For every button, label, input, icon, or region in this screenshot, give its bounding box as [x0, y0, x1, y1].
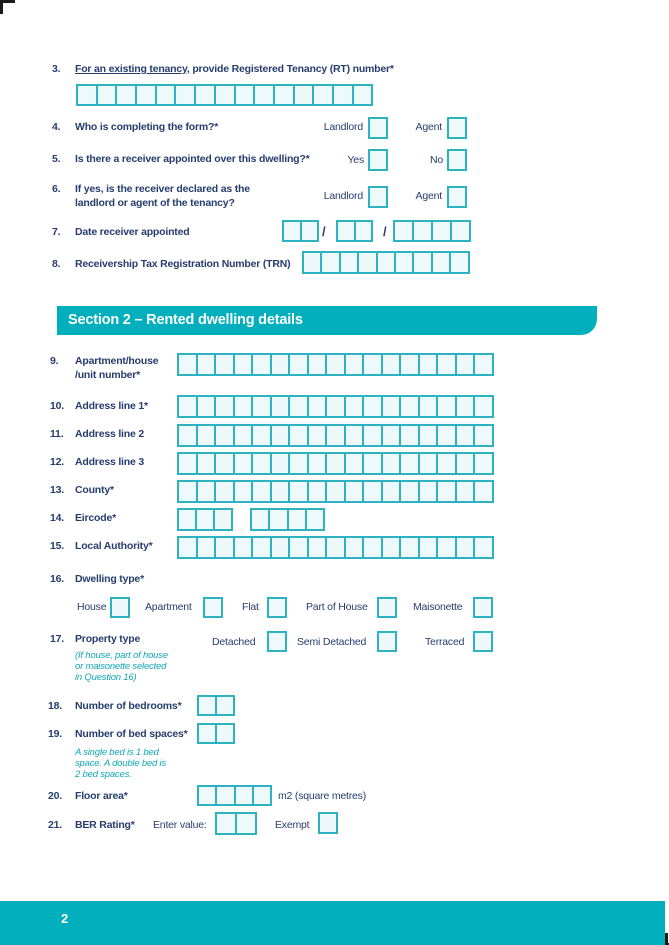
q17-number: 17.: [50, 633, 64, 645]
char-box[interactable]: [418, 536, 439, 559]
q12-number: 12.: [50, 456, 64, 468]
q8-label: Receivership Tax Registration Number (TRN): [75, 258, 291, 270]
char-box[interactable]: [399, 480, 420, 503]
char-box[interactable]: [251, 536, 272, 559]
char-box[interactable]: [381, 536, 402, 559]
date-month-boxes[interactable]: [336, 220, 373, 242]
char-box[interactable]: [455, 395, 476, 418]
char-box[interactable]: [399, 353, 420, 376]
char-box[interactable]: [418, 452, 439, 475]
char-box[interactable]: [399, 395, 420, 418]
eircode-boxes-group1[interactable]: [177, 508, 233, 531]
char-box[interactable]: [233, 536, 254, 559]
q21-exempt-checkbox[interactable]: [318, 812, 338, 834]
char-box[interactable]: [196, 536, 217, 559]
q11-number: 11.: [50, 428, 64, 440]
q3-label-underlined: For an existing tenancy,: [75, 63, 190, 75]
q18-number: 18.: [48, 700, 62, 712]
char-box[interactable]: [197, 785, 217, 806]
char-box[interactable]: [362, 480, 383, 503]
char-box[interactable]: [250, 508, 270, 531]
char-box[interactable]: [431, 220, 452, 242]
char-box[interactable]: [196, 424, 217, 447]
char-box[interactable]: [135, 84, 157, 106]
char-box[interactable]: [455, 452, 476, 475]
char-box[interactable]: [455, 353, 476, 376]
char-box[interactable]: [381, 395, 402, 418]
q4-agent-checkbox[interactable]: [447, 117, 467, 139]
char-box[interactable]: [155, 84, 177, 106]
char-box[interactable]: [307, 480, 328, 503]
char-box[interactable]: [214, 84, 236, 106]
char-box[interactable]: [325, 353, 346, 376]
page-number: 2: [61, 911, 69, 926]
char-box[interactable]: [96, 84, 118, 106]
char-box[interactable]: [214, 353, 235, 376]
char-box[interactable]: [418, 480, 439, 503]
char-box[interactable]: [436, 395, 457, 418]
eircode-boxes-group2[interactable]: [250, 508, 325, 531]
q9-label-line2: /unit number*: [75, 369, 141, 381]
q6-label-line1: If yes, is the receiver declared as the: [75, 183, 250, 195]
local-authority-boxes[interactable]: [177, 536, 494, 559]
char-box[interactable]: [449, 251, 469, 274]
char-box[interactable]: [234, 84, 256, 106]
char-box[interactable]: [270, 395, 291, 418]
q9-number: 9.: [50, 355, 59, 367]
date-day-boxes[interactable]: [282, 220, 319, 242]
char-box[interactable]: [253, 84, 275, 106]
char-box[interactable]: [288, 395, 309, 418]
unit-number-boxes[interactable]: [177, 353, 494, 376]
char-box[interactable]: [197, 695, 217, 716]
char-box[interactable]: [215, 695, 235, 716]
char-box[interactable]: [233, 424, 254, 447]
q16-label: Dwelling type*: [75, 573, 144, 585]
char-box[interactable]: [362, 424, 383, 447]
char-box[interactable]: [196, 452, 217, 475]
char-box[interactable]: [233, 452, 254, 475]
char-box[interactable]: [332, 84, 354, 106]
char-box[interactable]: [436, 452, 457, 475]
char-box[interactable]: [174, 84, 196, 106]
char-box[interactable]: [215, 812, 237, 835]
char-box[interactable]: [418, 353, 439, 376]
crop-mark-top-left-v: [0, 0, 3, 14]
q5-label: Is there a receiver appointed over this dwelling?*: [75, 153, 310, 165]
char-box[interactable]: [177, 480, 198, 503]
bedrooms-boxes[interactable]: [197, 695, 235, 716]
q11-label: Address line 2: [75, 428, 144, 440]
char-box[interactable]: [233, 480, 254, 503]
char-box[interactable]: [357, 251, 377, 274]
char-box[interactable]: [320, 251, 340, 274]
char-box[interactable]: [455, 536, 476, 559]
q7-label: Date receiver appointed: [75, 226, 190, 238]
char-box[interactable]: [393, 220, 414, 242]
q4-label: Who is completing the form?*: [75, 121, 219, 133]
q21-label: BER Rating*: [75, 819, 135, 831]
char-box[interactable]: [399, 452, 420, 475]
char-box[interactable]: [196, 353, 217, 376]
rt-number-boxes[interactable]: [76, 84, 373, 106]
char-box[interactable]: [376, 251, 396, 274]
q19-number: 19.: [48, 728, 62, 740]
char-box[interactable]: [177, 536, 198, 559]
ber-rating-boxes[interactable]: [215, 812, 257, 835]
char-box[interactable]: [270, 480, 291, 503]
char-box[interactable]: [325, 536, 346, 559]
char-box[interactable]: [473, 424, 494, 447]
char-box[interactable]: [288, 424, 309, 447]
char-box[interactable]: [473, 353, 494, 376]
county-boxes[interactable]: [177, 480, 494, 503]
footer-bar: [0, 901, 665, 945]
char-box[interactable]: [418, 424, 439, 447]
q17-note-line3: in Question 16): [75, 672, 137, 683]
q17-note-line1: (If house, part of house: [75, 650, 168, 661]
q20-number: 20.: [48, 790, 62, 802]
char-box[interactable]: [270, 452, 291, 475]
q13-number: 13.: [50, 484, 64, 496]
char-box[interactable]: [234, 785, 254, 806]
q16-flat-checkbox[interactable]: [267, 597, 287, 618]
char-box[interactable]: [344, 395, 365, 418]
char-box[interactable]: [288, 536, 309, 559]
char-box[interactable]: [436, 424, 457, 447]
q17-detached-label: Detached: [212, 636, 256, 648]
q19-note-line3: 2 bed spaces.: [75, 769, 132, 780]
char-box[interactable]: [455, 424, 476, 447]
char-box[interactable]: [195, 508, 215, 531]
q16-house-label: House: [77, 601, 107, 613]
char-box[interactable]: [270, 536, 291, 559]
char-box[interactable]: [307, 395, 328, 418]
char-box[interactable]: [339, 251, 359, 274]
char-box[interactable]: [344, 424, 365, 447]
section2-title: Section 2 – Rented dwelling details: [68, 312, 303, 328]
q19-label: Number of bed spaces*: [75, 728, 188, 740]
char-box[interactable]: [325, 452, 346, 475]
char-box[interactable]: [287, 508, 307, 531]
q16-apartment-checkbox[interactable]: [203, 597, 223, 618]
char-box[interactable]: [214, 395, 235, 418]
q16-maisonette-label: Maisonette: [413, 601, 463, 613]
q5-no-label: No: [429, 154, 443, 166]
q14-label: Eircode*: [75, 512, 116, 524]
q5-no-checkbox[interactable]: [447, 149, 467, 171]
char-box[interactable]: [307, 353, 328, 376]
char-box[interactable]: [194, 84, 216, 106]
date-year-boxes[interactable]: [393, 220, 471, 242]
char-box[interactable]: [418, 395, 439, 418]
char-box[interactable]: [215, 785, 235, 806]
q17-note-line2: or maisonette selected: [75, 661, 167, 672]
q16-number: 16.: [50, 573, 64, 585]
char-box[interactable]: [115, 84, 137, 106]
char-box[interactable]: [214, 480, 235, 503]
char-box[interactable]: [312, 84, 334, 106]
char-box[interactable]: [235, 812, 257, 835]
trn-boxes[interactable]: [302, 251, 470, 274]
char-box[interactable]: [177, 508, 197, 531]
q14-number: 14.: [50, 512, 64, 524]
char-box[interactable]: [325, 395, 346, 418]
char-box[interactable]: [412, 220, 433, 242]
q4-number: 4.: [52, 121, 61, 133]
q19-note-line2: space. A double bed is: [75, 758, 167, 769]
char-box[interactable]: [307, 452, 328, 475]
char-box[interactable]: [412, 251, 432, 274]
char-box[interactable]: [436, 353, 457, 376]
q9-label-line1: Apartment/house: [75, 355, 159, 367]
q5-yes-checkbox[interactable]: [368, 149, 388, 171]
char-box[interactable]: [362, 353, 383, 376]
q6-number: 6.: [52, 183, 61, 195]
q4-agent-label: Agent: [415, 121, 442, 133]
q6-label-line2: landlord or agent of the tenancy?: [75, 197, 235, 209]
char-box[interactable]: [76, 84, 98, 106]
char-box[interactable]: [214, 424, 235, 447]
q15-label: Local Authority*: [75, 540, 153, 552]
char-box[interactable]: [455, 480, 476, 503]
q21-exempt-label: Exempt: [275, 819, 310, 831]
q17-detached-checkbox[interactable]: [267, 631, 287, 652]
q3-label-rest: provide Registered Tenancy (RT) number*: [189, 63, 394, 75]
char-box[interactable]: [362, 452, 383, 475]
char-box[interactable]: [325, 480, 346, 503]
char-box[interactable]: [354, 220, 374, 242]
char-box[interactable]: [362, 536, 383, 559]
char-box[interactable]: [288, 452, 309, 475]
char-box[interactable]: [215, 723, 235, 744]
char-box[interactable]: [300, 220, 320, 242]
q21-enter-value-label: Enter value:: [153, 819, 207, 831]
char-box[interactable]: [251, 395, 272, 418]
char-box[interactable]: [251, 480, 272, 503]
char-box[interactable]: [177, 424, 198, 447]
char-box[interactable]: [381, 452, 402, 475]
section2-header-bar: [57, 306, 597, 335]
char-box[interactable]: [293, 84, 315, 106]
char-box[interactable]: [399, 536, 420, 559]
char-box[interactable]: [394, 251, 414, 274]
q6-landlord-label: Landlord: [323, 190, 363, 202]
q16-flat-label: Flat: [242, 601, 259, 613]
char-box[interactable]: [307, 536, 328, 559]
address-line2-boxes[interactable]: [177, 424, 494, 447]
char-box[interactable]: [305, 508, 325, 531]
char-box[interactable]: [197, 723, 217, 744]
char-box[interactable]: [251, 353, 272, 376]
q18-label: Number of bedrooms*: [75, 700, 182, 712]
q8-number: 8.: [52, 258, 61, 270]
char-box[interactable]: [352, 84, 374, 106]
char-box[interactable]: [381, 424, 402, 447]
char-box[interactable]: [344, 353, 365, 376]
q10-label: Address line 1*: [75, 400, 148, 412]
char-box[interactable]: [251, 424, 272, 447]
char-box[interactable]: [436, 480, 457, 503]
char-box[interactable]: [302, 251, 322, 274]
char-box[interactable]: [381, 480, 402, 503]
q16-maisonette-checkbox[interactable]: [473, 597, 493, 618]
char-box[interactable]: [362, 395, 383, 418]
bed-spaces-boxes[interactable]: [197, 723, 235, 744]
q17-semi-detached-checkbox[interactable]: [377, 631, 397, 652]
char-box[interactable]: [344, 536, 365, 559]
q3-number: 3.: [52, 63, 61, 75]
q17-terraced-checkbox[interactable]: [473, 631, 493, 652]
q6-agent-checkbox[interactable]: [447, 186, 467, 208]
q16-part-of-house-checkbox[interactable]: [377, 597, 397, 618]
char-box[interactable]: [325, 424, 346, 447]
char-box[interactable]: [270, 353, 291, 376]
char-box[interactable]: [177, 452, 198, 475]
char-box[interactable]: [431, 251, 451, 274]
char-box[interactable]: [473, 395, 494, 418]
char-box[interactable]: [473, 480, 494, 503]
char-box[interactable]: [381, 353, 402, 376]
char-box[interactable]: [307, 424, 328, 447]
q20-label: Floor area*: [75, 790, 128, 802]
q10-number: 10.: [50, 400, 64, 412]
q3-label: [75, 63, 394, 75]
address-line1-boxes[interactable]: [177, 395, 494, 418]
char-box[interactable]: [288, 353, 309, 376]
date-slash-1: /: [322, 224, 326, 239]
char-box[interactable]: [436, 536, 457, 559]
q17-semi-detached-label: Semi Detached: [297, 636, 367, 648]
char-box[interactable]: [196, 480, 217, 503]
q20-unit-label: m2 (square metres): [278, 790, 367, 802]
char-box[interactable]: [270, 424, 291, 447]
char-box[interactable]: [214, 536, 235, 559]
q19-note-line1: A single bed is 1 bed: [75, 747, 159, 758]
char-box[interactable]: [252, 785, 272, 806]
q17-label: Property type: [75, 633, 141, 645]
q15-number: 15.: [50, 540, 64, 552]
q16-part-of-house-label: Part of House: [306, 601, 368, 613]
q6-agent-label: Agent: [415, 190, 442, 202]
q5-number: 5.: [52, 153, 61, 165]
char-box[interactable]: [177, 395, 198, 418]
char-box[interactable]: [450, 220, 471, 242]
char-box[interactable]: [268, 508, 288, 531]
char-box[interactable]: [196, 395, 217, 418]
char-box[interactable]: [399, 424, 420, 447]
address-line3-boxes[interactable]: [177, 452, 494, 475]
char-box[interactable]: [251, 452, 272, 475]
q16-house-checkbox[interactable]: [110, 597, 130, 618]
q7-number: 7.: [52, 226, 61, 238]
char-box[interactable]: [233, 353, 254, 376]
char-box[interactable]: [177, 353, 198, 376]
char-box[interactable]: [213, 508, 233, 531]
q5-yes-label: Yes: [347, 154, 364, 166]
char-box[interactable]: [288, 480, 309, 503]
char-box[interactable]: [473, 452, 494, 475]
q16-apartment-label: Apartment: [145, 601, 192, 613]
date-slash-2: /: [383, 224, 387, 239]
q21-number: 21.: [48, 819, 62, 831]
q17-terraced-label: Terraced: [425, 636, 465, 648]
char-box[interactable]: [344, 480, 365, 503]
q4-landlord-label: Landlord: [323, 121, 363, 133]
q13-label: County*: [75, 484, 114, 496]
char-box[interactable]: [273, 84, 295, 106]
char-box[interactable]: [233, 395, 254, 418]
floor-area-boxes[interactable]: [197, 785, 272, 806]
char-box[interactable]: [214, 452, 235, 475]
char-box[interactable]: [344, 452, 365, 475]
char-box[interactable]: [473, 536, 494, 559]
q12-label: Address line 3: [75, 456, 144, 468]
